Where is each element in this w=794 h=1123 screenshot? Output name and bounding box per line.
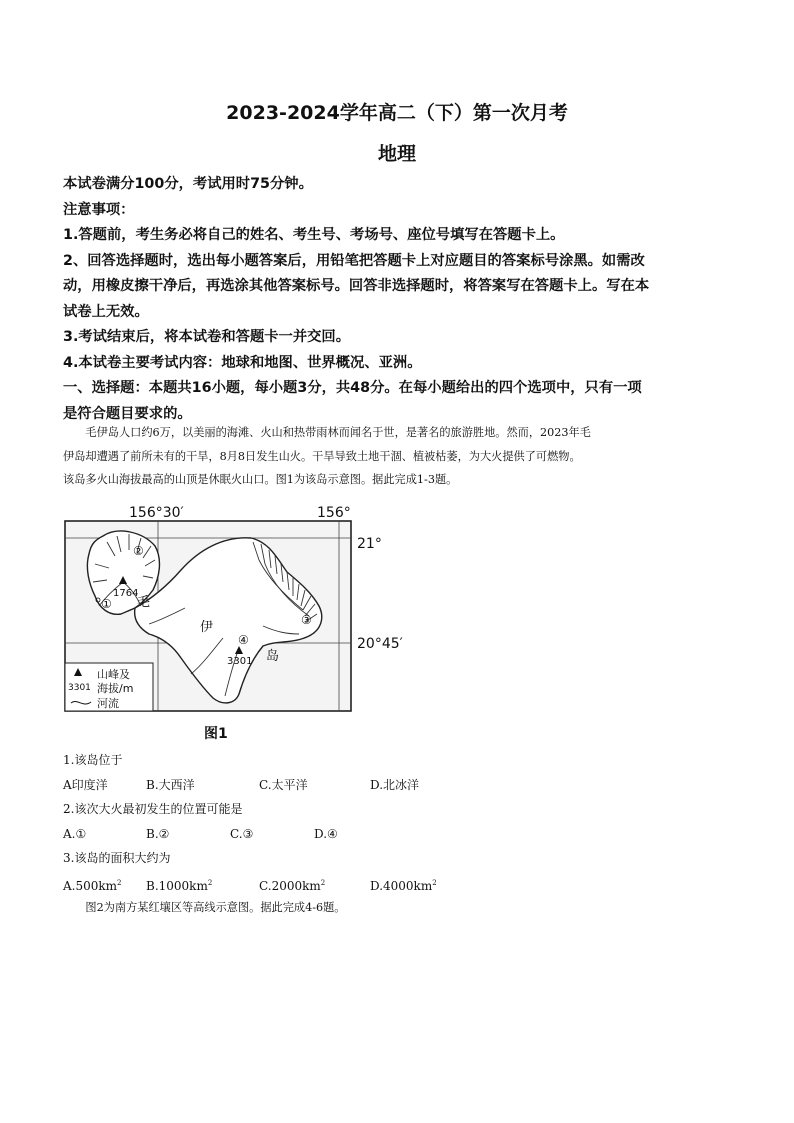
- question-options: [63, 871, 733, 896]
- peak-elevation: 3301: [227, 656, 253, 667]
- option-value: A.500km: [63, 878, 118, 893]
- option: A印度洋: [63, 777, 108, 792]
- question-list: [63, 748, 733, 895]
- longitude-label: 156°30′: [129, 505, 184, 521]
- option: C.③: [230, 826, 254, 841]
- legend-peak-sample: 3301: [68, 683, 91, 693]
- note-line: 试卷上无效。: [63, 303, 149, 320]
- instructions: [63, 172, 733, 427]
- option-exponent: 2: [207, 878, 213, 887]
- note-line: 2、回答选择题时，选出每小题答案后，用铅笔把答题卡上对应题目的答案标号涂黑。如需改: [63, 252, 645, 269]
- passage-line: 毛伊岛人口约6万，以美丽的海滩、火山和热带雨林而闻名于世，是著名的旅游胜地。然而，2023年毛: [85, 426, 591, 439]
- question-stem: 3.该岛的面积大约为: [63, 851, 171, 865]
- longitude-label: 156°: [317, 505, 351, 521]
- legend-river-label: 河流: [97, 697, 119, 710]
- subject-title: 地理: [377, 143, 416, 165]
- section-heading: 是符合题目要求的。: [63, 405, 192, 422]
- note-line: 3.考试结束后，将本试卷和答题卡一并交回。: [63, 329, 351, 345]
- question-stem: 2.该次大火最初发生的位置可能是: [63, 802, 243, 816]
- option: B.大西洋: [146, 777, 195, 792]
- option-exponent: 2: [117, 878, 122, 887]
- question-stem: 1.该岛位于: [63, 753, 123, 767]
- option: [370, 871, 437, 899]
- note-line: 1.答题前，考生务必将自己的姓名、考生号、考场号、座位号填写在答题卡上。: [63, 227, 565, 243]
- marker-2: ②: [133, 544, 144, 558]
- legend-peak-label: 山峰及: [97, 668, 130, 681]
- passage-line: 伊岛却遭遇了前所未有的干旱，8月8日发生山火。干旱导致土地干涸、植被枯萎，为大火提供了可燃物。: [63, 449, 581, 463]
- passage-line: 该岛多火山海拔最高的山顶是休眠火山口。图1为该岛示意图。据此完成1-3题。: [63, 473, 458, 486]
- section-heading: 一、选择题：本题共16小题，每小题3分，共48分。在每小题给出的四个选项中，只有一项: [63, 380, 642, 396]
- option-exponent: 2: [320, 878, 326, 887]
- note-line: 动，用橡皮擦干净后，再选涂其他答案标号。回答非选择题时，将答案写在答题卡上。写在本: [63, 278, 650, 294]
- island-name-char: 岛: [266, 649, 280, 664]
- option-value: D.4000km: [370, 878, 433, 893]
- island-name-char: 毛: [137, 595, 151, 610]
- marker-3: ③: [301, 613, 312, 627]
- option: C.太平洋: [259, 777, 308, 792]
- option-value: B.1000km: [146, 878, 208, 893]
- figure-1-maui-map: [63, 498, 403, 746]
- peak-elevation: 1764: [113, 588, 139, 599]
- option: D.④: [314, 826, 338, 841]
- note-line: 本试卷满分100分，考试用时75分钟。: [63, 176, 313, 192]
- reading-passage: [63, 421, 733, 492]
- option: [63, 871, 122, 899]
- option: [259, 871, 325, 899]
- next-passage-intro: 图2为南方某红壤区等高线示意图。据此完成4-6题。: [85, 901, 346, 914]
- question-options: [63, 773, 733, 798]
- island-name-char: 伊: [200, 620, 214, 635]
- option-value: C.2000km: [259, 878, 321, 893]
- option-exponent: 2: [432, 878, 437, 887]
- note-line: 4.本试卷主要考试内容：地球和地图、世界概况、亚洲。: [63, 354, 422, 371]
- option: A.①: [63, 826, 87, 841]
- latitude-label: 21°: [357, 536, 382, 552]
- marker-1: ①: [101, 597, 112, 611]
- option: D.北冰洋: [370, 777, 420, 792]
- legend-peak-label: 海拔/m: [97, 682, 134, 695]
- note-line: 注意事项：: [63, 201, 135, 218]
- figure-caption: 图1: [204, 726, 228, 742]
- option: [146, 871, 212, 899]
- question-options: [63, 822, 733, 847]
- exam-title: 2023-2024学年高二（下）第一次月考: [226, 102, 568, 124]
- latitude-label: 20°45′: [357, 636, 403, 652]
- marker-4: ④: [238, 633, 249, 647]
- option: B.②: [146, 826, 170, 841]
